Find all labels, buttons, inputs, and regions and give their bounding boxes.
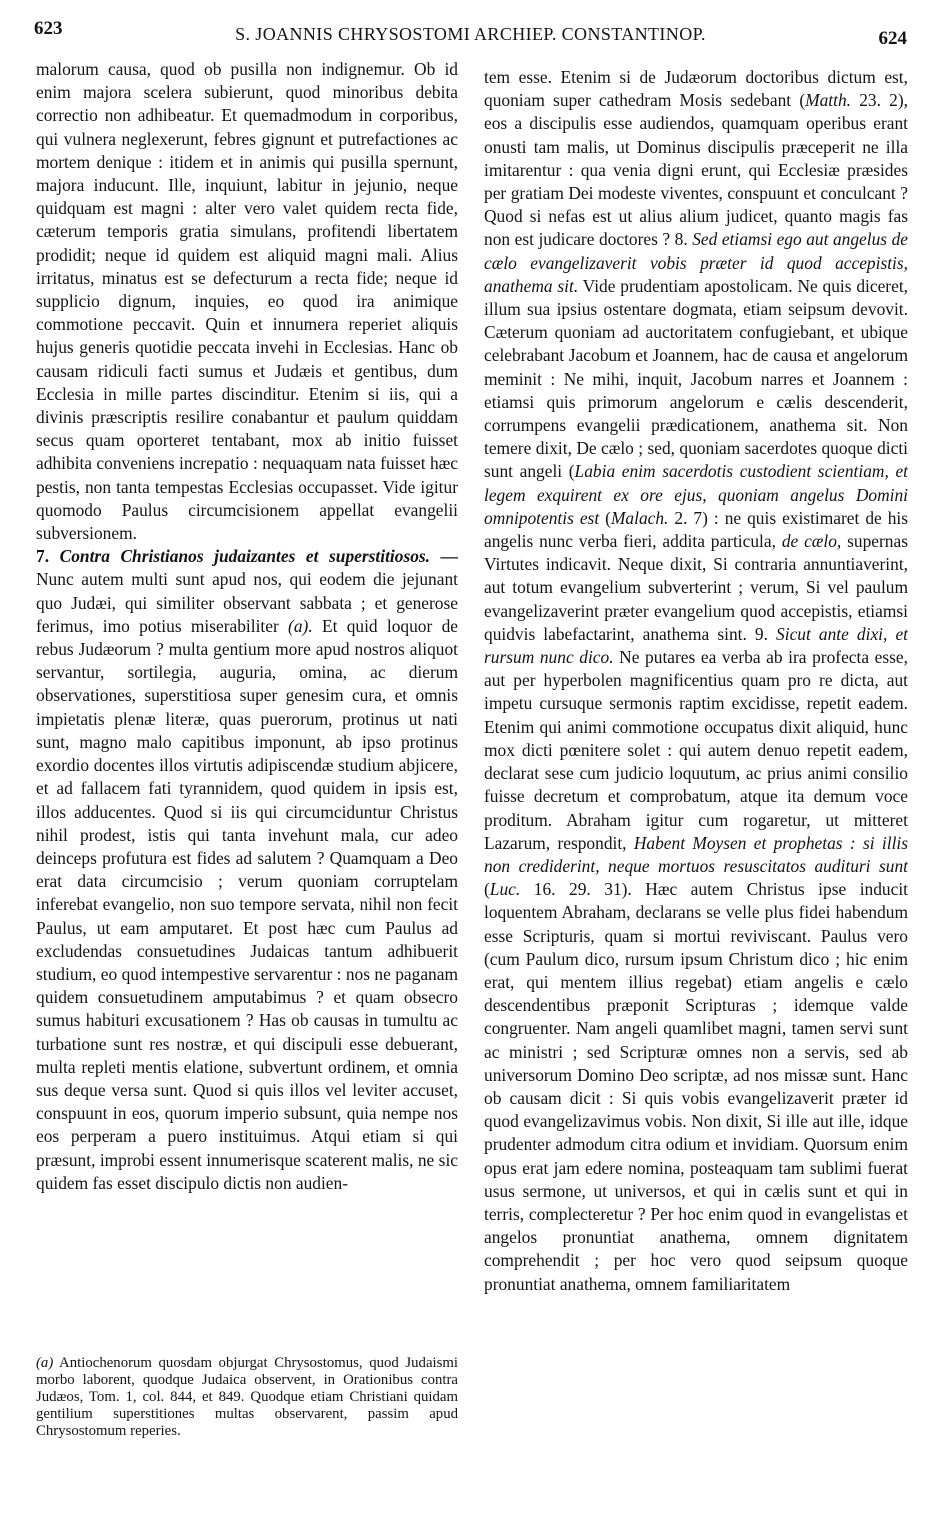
right-text-1: tem esse. Etenim si de Judæorum doctoribus dictum est, quoniam super cathedram Mosis sedebant ( [484,67,908,111]
right-text-7: Ne putares ea verba ab ira profecta esse, aut per hyperbolen magnificentius quam pro re dicta, aut impetu cursuque sermonis raptim excidisse, repetit eadem. Etenim qui animi commotione occupatus dixit aliquid, hunc mox dicti pœnitere solet : qui autem denuo repetit eadem, declarat sese cum judicio loquutum, ac prius animi consilio fuisse decretum et comprobatum, atque ita demum voce proditum. Abraham igitur cum rogaretur, ut mitteret Lazarum, respondit, [484,647,908,853]
right-text-6: supernas Virtutes indicavit. Neque dixit, Si contraria annuntiaverint, aut totum evangelium subverterint ; verum, Si vel paulum evangelizaverint præter evangelium quod accepistis, etiamsi quidvis labefactarint, anathema sint. 9. [484,531,908,644]
left-paragraph-2 [36,545,458,1195]
left-column [36,58,458,1195]
section-title: Contra Christianos judaizantes et superstitiosos. — [59,546,458,567]
right-text-9: 16. 29. 31). Hæc autem Christus ipse inducit loquentem Abraham, declarans se velle plus fidei habendum esse Scripturis, quam si mortui reviviscant. Paulus vero (cum Paulum dico, rursum ipsum Christum dico ; hic enim erat, qui mentem illius regebat) etiam angelis e cælo descendentibus præponit Scripturas ; idemque valde congruenter. Nam angeli quamlibet magni, tamen servi sunt ac ministri ; sed Scripturæ omnes non a servis, sed ab universorum Domino Deo scriptæ, ad nos missæ sunt. Hanc ob causam dicit : Si quis vobis evangelizaverit præter id quod evangelizavimus vobis. Non dixit, Si ille aut ille, idque prudenter admodum citra odium et invidiam. Quorsum enim opus erat jam edere nomina, posteaquam tam sublimi fuerat usus sermone, ut universos, et qui in cælis sunt et qui in terris, complecteretur ? Per hoc enim quod in evangelistas et angelos pronuntiat anathema, omnem dignitatem comprehendit ; per hoc vero quod seipsum quoque pronuntiat anathema, omnem familiaritatem [484,879,908,1294]
right-text-2: 23. 2), eos a discipulis esse audiendos, quamquam operibus erant onusti tam malis, ut Dominus discipulis præceperit ne illa imitarentur : qua venia digni erunt, qui Ecclesiæ præsides per gratiam Dei modeste viventes, conspuunt et conculcant ? Quod si nefas est ut alius alium judicet, quanto magis fas non est judicare doctores ? 8. [484,90,908,250]
quote-galatians-9: Sicut ante dixi, et rursum nunc dico. [484,623,909,668]
ref-matthew: Matth. [805,90,852,111]
section-heading-7 [36,546,458,566]
running-title: S. JOANNIS CHRYSOSTOMI ARCHIEP. CONSTANTINOP. [235,24,706,44]
quote-galatians-8: Sed etiamsi ego aut angelus de cælo evangelizaverit vobis præter id quod accepistis, anathema sit. [484,229,908,296]
right-column [484,66,908,1296]
running-header [34,14,907,48]
right-text-8: ( [484,879,490,900]
quote-malachi: Labia enim sacerdotis custodient scientiam, et legem exquirent ex ore ejus, quoniam angelus Domini omnipotentis est [484,461,908,528]
left-paragraph-2-text-a: Nunc autem multi sunt apud nos, qui eodem die jejunant quo Judæi, qui similiter observant sabbata ; et generose ferimus, imo potius miserabiliter [36,569,458,636]
right-paragraph [484,66,908,1296]
quote-de-caelo: de cælo, [781,531,842,552]
footnote-mark: (a) [36,1355,54,1371]
section-number: 7. [36,546,50,567]
ref-luke: Luc. [489,879,521,900]
footnote-text: Antiochenorum quosdam objurgat Chrysostomus, quod Judaismi morbo laborent, quodque Judaica observent, in Orationibus contra Judæos, Tom. 1, col. 844, et 849. Quodque etiam Christiani quidam gentilium superstitiones multas observarent, passim apud Chrysostomum reperies. [36,1355,458,1439]
footnote [36,1355,458,1440]
footnote-reference: (a). [288,615,313,636]
left-page-number: 623 [34,18,63,39]
left-paragraph-2-text-b: Et quid loquor de rebus Judæorum ? multa gentium more apud nostros aliquot servantur, sortilegia, auguria, omina, ac dierum observationes, superstitiosa super genesim cura, et omnis impietatis plenæ literæ, quas puerorum, protinus ut nati sunt, magno malo capitibus imponunt, ab ipso protinus exordio docentes illos virtutis adipiscendæ studium abjicere, et ad fallacem fati tyrannidem, quod quidem in ipsis est, illos adducentes. Quod si iis qui circumciduntur Christus nihil prodest, istis qui tanta invehunt mala, cur adeo deinceps profutura est fides ad salutem ? Quamquam a Deo erat data circumcisio ; verum quoniam corruptelam inferebat evangelio, non suo tempore servata, nihil non fecit Paulus, ut eam amputaret. Et post hæc cum Paulus ad excludendas consuetudines Judaicas tantum adhibuerit studium, eo quod intempestive servarentur : nos ne paganam quidem consuetudinem amputabimus ? et quam obsecro sumus habituri excusationem ? Has ob causas in tumultu ac turbatione sunt res nostræ, et qui discipuli esse debuerant, multa repleti mentis elatione, subvertunt ordinem, et omnia sus deque versa sunt. Quod si quis illos vel leviter accuset, conspuunt in eos, quorum imperio subsunt, quia nempe nos eos perperam a puero instituimus. Atqui etiam si qui præsunt, improbi essent innumerisque scaterent malis, ne sic quidem fas esset discipulo dictis non audien- [36,615,458,1193]
right-text-5: 2. 7) : ne quis existimaret de his angelis nunc verba fieri, addita particula, [484,507,909,552]
ref-malachi: Malach. [610,507,669,528]
right-text-4: ( [599,507,611,528]
right-page-number: 624 [878,28,907,49]
quote-luke: Habent Moysen et prophetas : si illis non crediderint, neque mortuos resuscitatos audituri sunt [484,832,908,876]
left-paragraph-1: malorum causa, quod ob pusilla non indignemur. Ob id enim majora scelera subierunt, quod minoribus debita correctio non adhibeatur. Et quemadmodum in corporibus, qui vulnera neglexerunt, febres gignunt et putrefactiones ac mortem denique : itidem et in animis qui pusilla spernunt, majora inducunt. Ille, inquiunt, labitur in jejunio, neque quidquam est magni : alter vero valet quidem recta fide, cæterum temporis gratia simulans, profitendi libertatem prodidit; neque id quidem est aliquid magni mali. Alius irritatus, minatus est se defecturum a recta fide; neque id supplicio dignum, inquies, eo quod ira animique commotione peccavit. Quin et innumera reperiet aliquis hujus generis quotidie peccata invehi in Ecclesias. Hanc ob causam ridiculi facti sumus et Judæis et gentibus, dum Ecclesia in mille partes discinditur. Etenim si iis, qui a divinis præscriptis resilire conabantur et paulum quiddam secus quam oporteret tentabant, mox ab initio fuisset adhibita conveniens increpatio : nequaquam nata fuisset hæc pestis, non tanta tempestas Ecclesias occupasset. Vide igitur quomodo Paulus circumcisionem appellat evangelii subversionem. [36,59,458,544]
right-text-3: Vide prudentiam apostolicam. Ne quis diceret, illum sua ipsius ostentare dogmata, etiam seipsum devovit. Cæterum quoniam ad auctoritatem confugiebant, et ubique celebrabant Jacobum et Joannem, hac de causa et angelorum meminit : Ne mihi, inquit, Jacobum narres et Joannem : etiamsi quis primorum angelorum e cælis descenderit, corrumpens evangelii prædicationem, anathema sit. Non temere dixit, De cælo ; sed, quoniam sacerdotes quoque dicti sunt angeli ( [484,275,908,482]
